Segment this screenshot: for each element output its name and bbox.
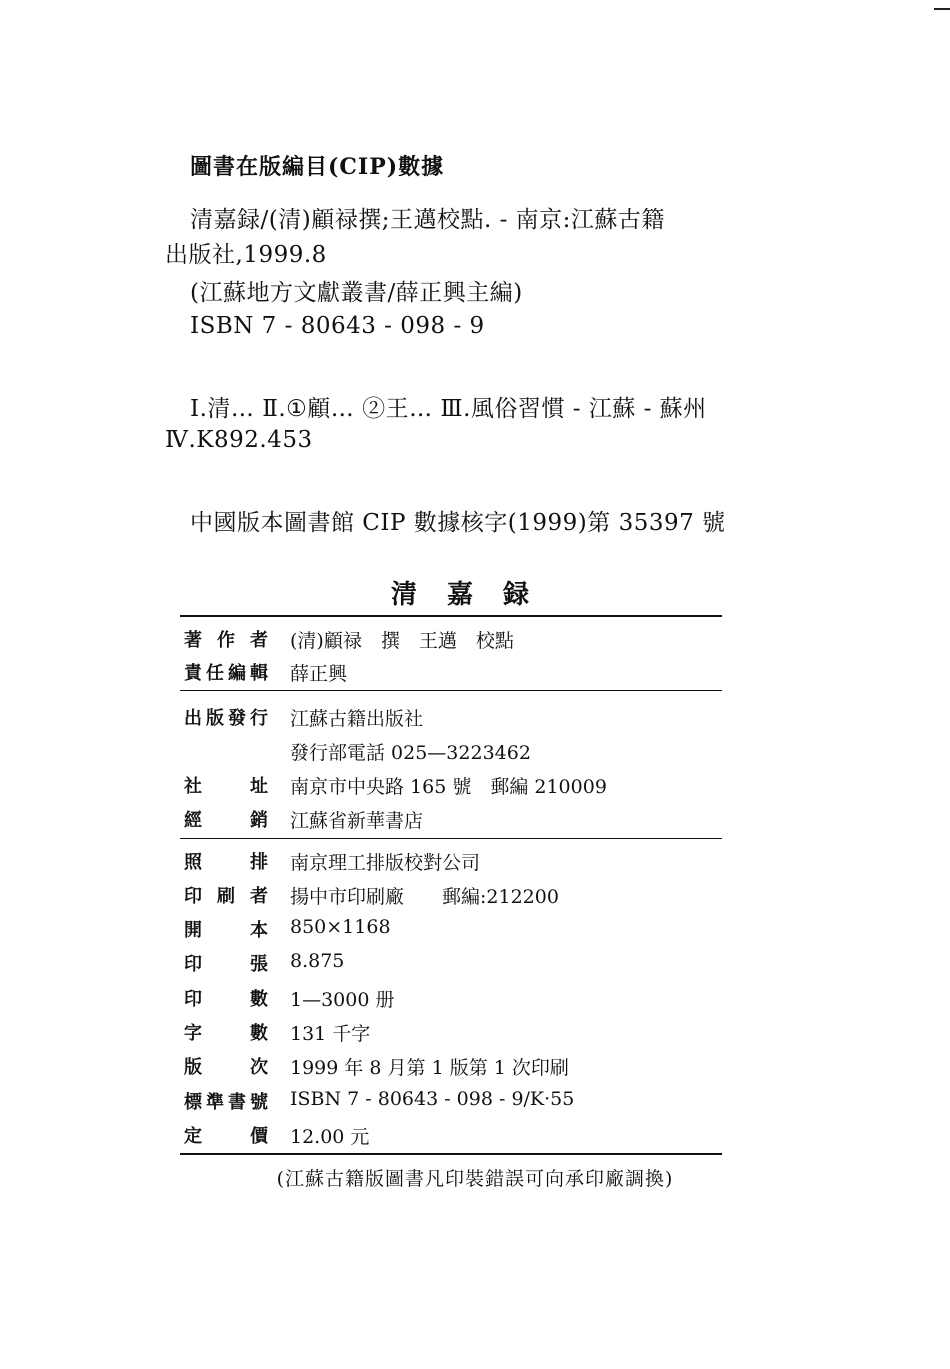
colophon-label: 版 次 (184, 1057, 268, 1078)
cip-classification-line: Ⅰ.清… Ⅱ.①顧… ②王… Ⅲ.風俗習慣 - 江蘇 - 蘇州 (190, 396, 707, 422)
colophon-value: 南京理工排版校對公司 (290, 852, 481, 874)
book-title: 清嘉録 (390, 580, 559, 610)
colophon-value: 薛正興 (290, 663, 348, 685)
colophon-value: 江蘇省新華書店 (290, 810, 424, 832)
colophon-value: 揚中市印刷廠 郵編:212200 (290, 886, 559, 908)
colophon-divider-2 (180, 838, 722, 839)
colophon-value: 江蘇古籍出版社 (290, 708, 424, 730)
colophon-label: 社 址 (184, 776, 268, 797)
colophon-value: 1—3000 册 (290, 989, 395, 1011)
cip-line-2: 出版社,1999.8 (165, 242, 327, 268)
colophon-value: 131 千字 (290, 1023, 371, 1045)
footnote: (江蘇古籍版圖書凡印裝錯誤可向承印廠調換) (276, 1168, 674, 1190)
colophon-value: 發行部電話 025—3223462 (290, 742, 531, 764)
colophon-value: (清)顧禄 撰 王邁 校點 (290, 630, 514, 652)
colophon-value: 南京市中央路 165 號 郵編 210009 (290, 776, 607, 798)
colophon-value: 8.875 (290, 950, 345, 972)
cip-record-number: 中國版本圖書館 CIP 數據核字(1999)第 35397 號 (190, 510, 726, 536)
colophon-bottom-rule (180, 1153, 722, 1155)
cip-classification-line-2: Ⅳ.K892.453 (165, 427, 313, 453)
colophon-label: 定 價 (184, 1126, 268, 1147)
cip-line-4: ISBN 7 - 80643 - 098 - 9 (190, 313, 485, 339)
colophon-label: 印 刷 者 (184, 886, 268, 907)
colophon-value: ISBN 7 - 80643 - 098 - 9/K·55 (290, 1088, 575, 1110)
colophon-label: 照 排 (184, 852, 268, 873)
edge-mark (934, 8, 950, 10)
cip-line-3: (江蘇地方文獻叢書/薛正興主編) (190, 280, 523, 306)
colophon-label: 標 準 書 號 (184, 1092, 268, 1113)
colophon-label: 字 數 (184, 1023, 268, 1044)
colophon-label: 責 任 編 輯 (184, 663, 268, 684)
cip-line-1: 清嘉録/(清)顧禄撰;王邁校點. - 南京:江蘇古籍 (190, 207, 665, 233)
colophon-label: 經 銷 (184, 810, 268, 831)
colophon-divider-1 (180, 690, 722, 691)
colophon-value: 850×1168 (290, 916, 391, 938)
colophon-label: 出 版 發 行 (184, 708, 268, 729)
colophon-top-rule (180, 615, 722, 617)
colophon-label: 印 張 (184, 954, 268, 975)
colophon-label: 著 作 者 (184, 630, 268, 651)
colophon-label: 開 本 (184, 920, 268, 941)
cip-heading: 圖書在版編目(CIP)數據 (190, 154, 445, 180)
colophon-label: 印 數 (184, 989, 268, 1010)
colophon-value: 12.00 元 (290, 1126, 370, 1148)
colophon-value: 1999 年 8 月第 1 版第 1 次印刷 (290, 1057, 569, 1079)
